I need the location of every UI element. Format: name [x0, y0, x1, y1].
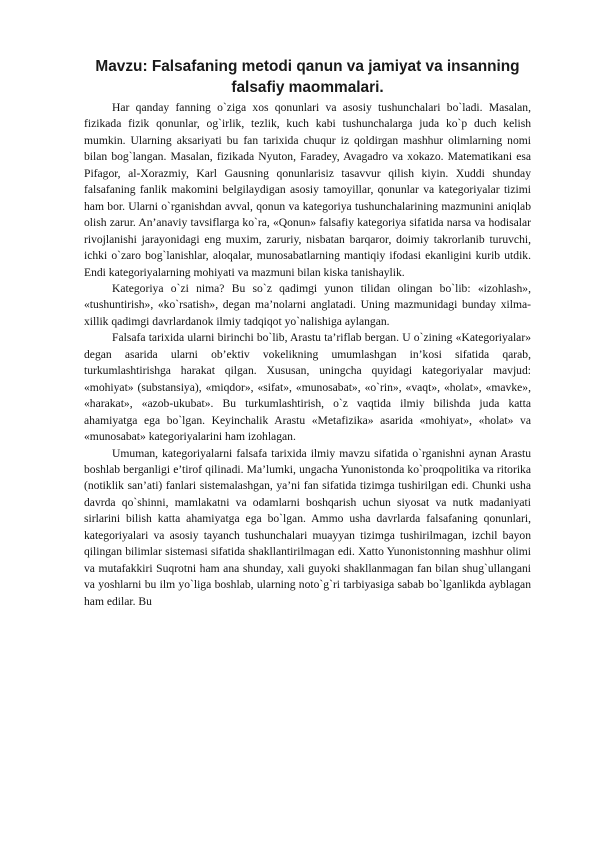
paragraph-3: Falsafa tarixida ularni birinchi bo`lib, Arastu ta’riflab bergan. U o`zining «Kategoriyalar» degan asarida ularni ob’ektiv vokelikning umumlashgan in’kosi sifatida qarab, turkumlashtirishga harakat qilgan. Xususan, uningcha quyidagi kategoriyalar mavjud: «mohiyat» (substansiya), «miqdor», «sifat», «munosabat», «o`rin», «vaqt», «holat», «mavke», «harakat», «azob-ukubat». Bu turkumlashtirish, o`z vaqtida ilmiy bilishda juda katta ahamiyatga ega bo`lgan. Keyinchalik Arastu «Metafizika» asarida «mohiyat», «holat» va «munosabat» kategoriyalarini ham izohlagan.: [84, 331, 531, 444]
document-title: Mavzu: Falsafaning metodi qanun va jamiyat va insanning falsafiy maommalari.: [95, 58, 520, 96]
paragraph-4: Umuman, kategoriyalarni falsafa tarixida ilmiy mavzu sifatida o`rganishni aynan Arastu boshlab berganligi e’tirof qilinadi. Ma’lumki, ungacha Yunonistonda ko`proqpolitika va ritorika (notiklik san’ati) fanlari sistemalashgan, ya’ni fan sifatida tizimga tushirilgan edi. Chunki usha davrda qo`shinni, mamlakatni va odamlarni boshqarish uchun siyosat va nutk madaniyati sirlarini bilish katta ahamiyatga ega bo`lgan. Ammo usha davrlarda falsafaning qonunlari, kategoriyalari va asosiy tayanch tushunchalari muayyan tizimga tushirilmagan, izchil bayon qilingan bilimlar sistemasi sifatida shakllantirilmagan edi. Xatto Yunonistonning mashhur olimi va mutafakkiri Suqrotni ham ana shunday, xali guyoki shakllanmagan fan bilan shug`ullangani va yoshlarni bu ilm yo`liga boshlab, ularning noto`g`ri tarbiyasiga sabab bo`lganlikda ayblagan ham edilar. Bu: [84, 446, 531, 608]
paragraph-2: Kategoriya o`zi nima? Bu so`z qadimgi yunon tilidan olingan bo`lib: «izohlash», «tushuntirish», «ko`rsatish», degan ma’nolarni anglatadi. Uning mazmunidagi bunday xilma-xillik qadimgi davrlardanok ilmiy tadqiqot yo`nalishiga aylangan.: [84, 281, 531, 328]
document-page: [84, 56, 531, 610]
paragraph-1: Har qanday fanning o`ziga xos qonunlari va asosiy tushunchalari bo`ladi. Masalan, fizikada fizik qonunlar, og`irlik, tezlik, kuch kabi tushunchalarga juda ko`p duch kelish mumkin. Ularning aksariyati bu fan tarixida chuqur iz qoldirgan mashhur olimlarning nomi bilan bog`langan. Masalan, fizikada Nyuton, Faradey, Avagadro va xokazo. Matematikani esa Pifagor, al-Xorazmiy, Karl Gausning qonunlarisiz tasavvur qilish kiyin. Xuddi shunday falsafaning fanlik makomini belgilaydigan asosiy tamoyillar, qonunlar va kategoriyalar tizimi ham bor. Ularni o`rganishdan avval, qonun va kategoriya tushunchalarining mazmunini aniqlab olish zarur. An’anaviy tavsiflarga ko`ra, «Qonun» falsafiy kategoriya sifatida narsa va hodisalar rivojlanishi jarayonidagi eng muxim, zaruriy, nisbatan barqaror, doimiy takrorlanib turuvchi, ichki o`zaro bog`lanishlar, aloqalar, munosabatlarning mantiqiy ifodasi ekanligini kurib utdik. Endi kategoriyalarning mohiyati va mazmuni bilan kiska tanishaylik.: [84, 101, 531, 279]
